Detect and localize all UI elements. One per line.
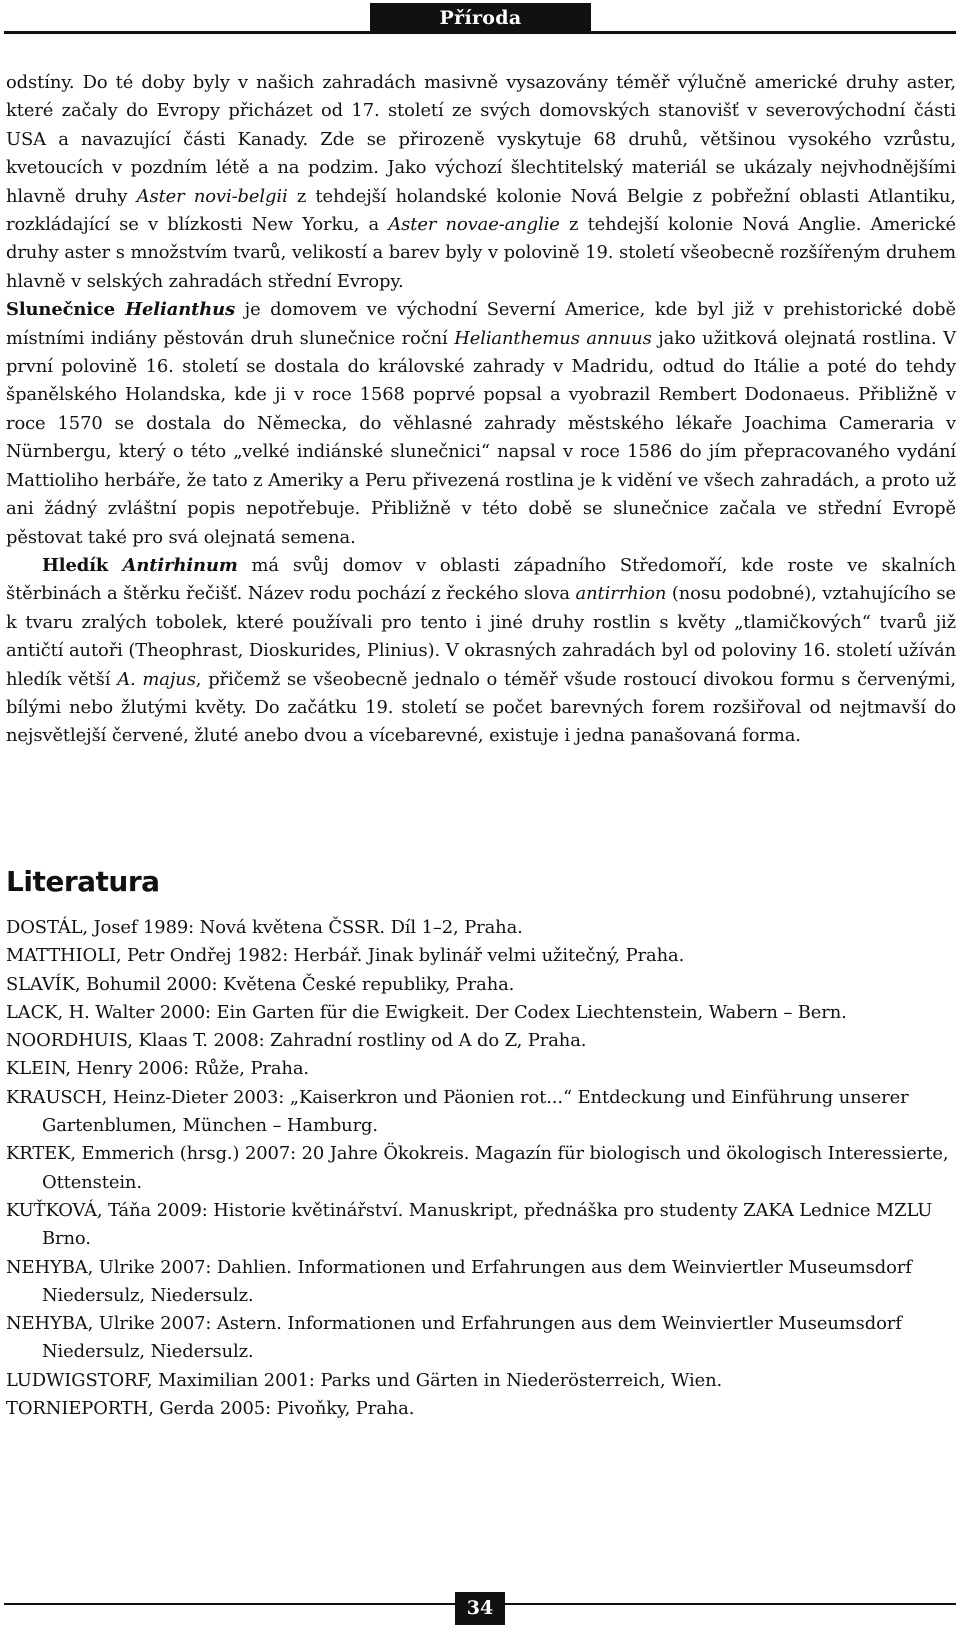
text-run: z tehdejší holandské kolonie Nová Belgie z pobřežní oblasti Atlantiku, rozkládající se v blízkosti New Yorku, a [6, 185, 957, 236]
text-run: má svůj domov v oblasti západního Středomoří, kde roste ve skalních štěrbinách a štěrku řečišť. Název rodu pochází z řeckého slova [6, 554, 956, 605]
text-run: jako užitková olejnatá rostlina. V první polovině 16. století se dostala do královské zahrady v Madridu, odtud do Itálie a poté do tehdy španělského Holandska, kde ji v roce 1568 poprvé popsal a vyobrazil Rembert Dodonaeus. Přibližně v roce 1570 se dostala do Německa, do věhlasné zahrady městského lékaře Joachima Cameraria v Nürnbergu, který o této „velké indiánské slunečnici“ napsal v roce 1586 do jím přepracovaného vydání Mattioliho herbáře, že tato z Ameriky a Peru přivezená rostlina je k vidění ve všech zahradách, a proto už ani žádný zvláštní popis nepotřebuje. Přibližně v této době se slunečnice začala ve střední Evropě pěstovat také pro svá olejnatá semena. [6, 327, 956, 548]
reference-item: DOSTÁL, Josef 1989: Nová květena ČSSR. Díl 1–2, Praha. [6, 917, 523, 938]
text-run: odstíny. Do té doby byly v našich zahradách masivně vysazovány téměř výlučně americké druhy aster, které začaly do Evropy přicházet od 17. století ze svých domovských stanovišť v severovýchodní části USA a navazující části Kanady. Zde se přirozeně vyskytuje 68 druhů, většinou vysokého vzrůstu, kvetoucích v pozdním létě a na podzim. Jako výchozí šlechtitelský materiál se ukázaly nejvhodnějšími hlavně druhy [6, 72, 956, 207]
reference-item: KRAUSCH, Heinz-Dieter 2003: „Kaiserkron und Päonien rot...“ Entdeckung und Einführung unserer Gartenblumen, München – Hamburg. [6, 1086, 909, 1137]
reference-item: SLAVÍK, Bohumil 2000: Květena České republiky, Praha. [6, 973, 515, 995]
reference-item: NEHYBA, Ulrike 2007: Dahlien. Informationen und Erfahrungen aus dem Weinviertler Museumsdorf Niedersulz, Niedersulz. [6, 1256, 912, 1306]
species-name: A. majus [117, 668, 196, 690]
article-body [6, 69, 956, 751]
literature-heading: Literatura [6, 865, 160, 898]
species-name: Aster novae-anglie [388, 214, 560, 236]
text-run: , přičemž se všeobecně jednalo o téměř všude rostoucí divokou formu s červenými, bílými nebo žlutými květy. Do začátku 19. století se počet barevných forem rozšiřoval od nejtmavší do nejsvětlejší červené, žluté anebo dvou a vícebarevné, existuje i jedna panašovaná forma. [6, 668, 956, 747]
text-run: (nosu podobné), vztahujícího se k tvaru zralých tobolek, které používali pro tento i jiné druhy rostlin s květy „tlamičkových“ tvarů již antičtí autoři (Theophrast, Dioskurides, Plinius). V okrasných zahradách byl od poloviny 16. století užíván hledík větší [6, 583, 957, 690]
plant-name: Slunečnice [6, 299, 126, 321]
reference-item: NOORDHUIS, Klaas T. 2008: Zahradní rostliny od A do Z, Praha. [6, 1030, 587, 1052]
reference-item: LACK, H. Walter 2000: Ein Garten für die Ewigkeit. Der Codex Liechtenstein, Wabern – Bern. [6, 1001, 847, 1023]
reference-item: MATTHIOLI, Petr Ondřej 1982: Herbář. Jinak bylinář velmi užitečný, Praha. [6, 945, 685, 967]
genus-name: Helianthus [125, 299, 236, 321]
species-name: Helianthemus annuus [454, 327, 652, 349]
genus-name: Antirhinum [122, 554, 238, 576]
page-number: 34 [455, 1592, 505, 1625]
reference-list [6, 914, 956, 1423]
reference-item: TORNIEPORTH, Gerda 2005: Pivoňky, Praha. [6, 1398, 415, 1420]
reference-item: NEHYBA, Ulrike 2007: Astern. Informationen und Erfahrungen aus dem Weinviertler Museumsdorf Niedersulz, Niedersulz. [6, 1313, 902, 1363]
text-run: z tehdejší kolonie Nová Anglie. Americké druhy aster s množstvím tvarů, velikostí a barev byly v polovině 19. století všeobecně rozšířeným druhem hlavně v selských zahradách střední Evropy. [6, 214, 956, 292]
paragraph-sunflower [6, 296, 956, 552]
greek-term: antirrhion [575, 583, 667, 605]
reference-item: KRTEK, Emmerich (hrsg.) 2007: 20 Jahre Ökokreis. Magazín für biologisch und ökologisch Interessierte, Ottenstein. [6, 1143, 949, 1193]
paragraph-snapdragon [6, 552, 956, 751]
paragraph-asters [6, 69, 956, 296]
plant-name: Hledík [42, 554, 123, 576]
section-header: Příroda [370, 3, 591, 34]
species-name: Aster novi-belgii [136, 185, 288, 207]
reference-item: LUDWIGSTORF, Maximilian 2001: Parks und Gärten in Niederösterreich, Wien. [6, 1369, 723, 1391]
text-run: je domovem ve východní Severní Americe, kde byl již v prehistorické době místními indiány pěstován druh slunečnice roční [6, 299, 956, 349]
reference-item: KLEIN, Henry 2006: Růže, Praha. [6, 1058, 309, 1080]
reference-item: KUŤKOVÁ, Táňa 2009: Historie květinářství. Manuskript, přednáška pro studenty ZAKA Lednice MZLU Brno. [6, 1199, 933, 1250]
